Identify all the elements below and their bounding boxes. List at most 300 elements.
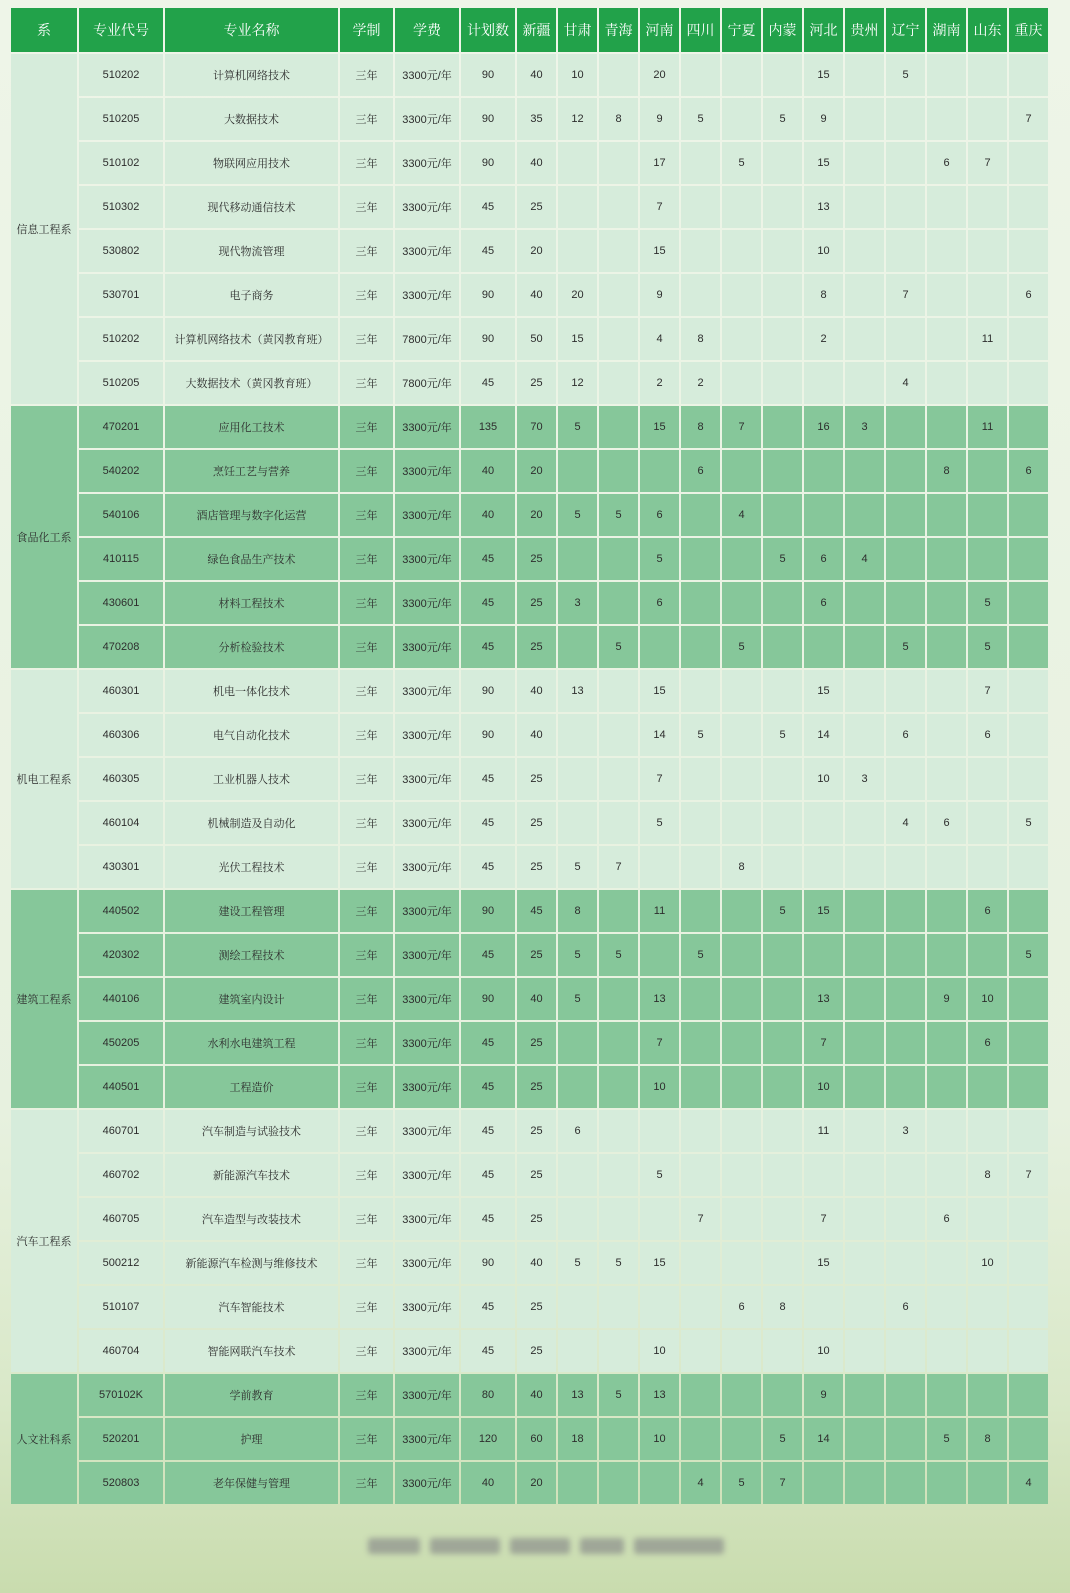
- cell-major: 物联网应用技术: [165, 142, 338, 184]
- table-row: [11, 494, 1048, 536]
- cell-plan: 90: [461, 54, 515, 96]
- cell-gz: [845, 450, 884, 492]
- cell-years: 三年: [340, 582, 393, 624]
- cell-ln: 4: [886, 802, 925, 844]
- cell-sd: [968, 362, 1007, 404]
- cell-xj: 40: [517, 1374, 556, 1416]
- cell-xj: 25: [517, 1022, 556, 1064]
- table-row: [11, 890, 1048, 932]
- cell-ln: [886, 406, 925, 448]
- cell-major: 机电一体化技术: [165, 670, 338, 712]
- cell-hb: [804, 1286, 843, 1328]
- cell-years: 三年: [340, 1418, 393, 1460]
- cell-nm: [763, 362, 802, 404]
- cell-hun: [927, 1110, 966, 1152]
- cell-ln: [886, 186, 925, 228]
- cell-ln: [886, 1374, 925, 1416]
- cell-nx: [722, 274, 761, 316]
- cell-nm: [763, 54, 802, 96]
- cell-hun: 5: [927, 1418, 966, 1460]
- cell-qh: [599, 318, 638, 360]
- cell-hb: 14: [804, 714, 843, 756]
- cell-gs: 5: [558, 934, 597, 976]
- column-header: 学制: [340, 8, 393, 52]
- cell-sd: [968, 846, 1007, 888]
- cell-plan: 40: [461, 1462, 515, 1504]
- cell-major: 工程造价: [165, 1066, 338, 1108]
- cell-years: 三年: [340, 1462, 393, 1504]
- cell-plan: 45: [461, 846, 515, 888]
- cell-nx: [722, 1418, 761, 1460]
- cell-hb: [804, 1462, 843, 1504]
- column-header: 重庆: [1009, 8, 1048, 52]
- table-row: [11, 1066, 1048, 1108]
- cell-major: 大数据技术（黄冈教育班）: [165, 362, 338, 404]
- cell-years: 三年: [340, 318, 393, 360]
- cell-years: 三年: [340, 538, 393, 580]
- cell-xj: 35: [517, 98, 556, 140]
- table-row: [11, 1198, 1048, 1240]
- table-row: [11, 1462, 1048, 1504]
- cell-gz: [845, 98, 884, 140]
- cell-fee: 3300元/年: [395, 890, 459, 932]
- cell-gz: [845, 626, 884, 668]
- cell-sd: [968, 98, 1007, 140]
- cell-nm: [763, 1110, 802, 1152]
- cell-major: 学前教育: [165, 1374, 338, 1416]
- cell-sd: 7: [968, 670, 1007, 712]
- cell-sc: 5: [681, 714, 720, 756]
- cell-fee: 3300元/年: [395, 54, 459, 96]
- cell-plan: 45: [461, 758, 515, 800]
- cell-xj: 25: [517, 1330, 556, 1372]
- cell-qh: 7: [599, 846, 638, 888]
- cell-sc: [681, 54, 720, 96]
- cell-code: 440502: [79, 890, 163, 932]
- cell-cq: [1009, 626, 1048, 668]
- cell-sd: 10: [968, 978, 1007, 1020]
- cell-years: 三年: [340, 978, 393, 1020]
- cell-fee: 3300元/年: [395, 274, 459, 316]
- table-row: [11, 1154, 1048, 1196]
- cell-sd: 8: [968, 1418, 1007, 1460]
- cell-cq: [1009, 318, 1048, 360]
- cell-cq: [1009, 230, 1048, 272]
- cell-nm: [763, 670, 802, 712]
- cell-gs: 5: [558, 494, 597, 536]
- cell-hun: [927, 98, 966, 140]
- cell-sd: [968, 802, 1007, 844]
- cell-nm: [763, 1374, 802, 1416]
- cell-hb: 6: [804, 582, 843, 624]
- cell-plan: 90: [461, 890, 515, 932]
- department-name: 信息工程系: [11, 54, 77, 404]
- cell-ln: 6: [886, 714, 925, 756]
- cell-hn: 15: [640, 1242, 679, 1284]
- cell-plan: 45: [461, 362, 515, 404]
- cell-hn: 15: [640, 670, 679, 712]
- cell-gz: [845, 1022, 884, 1064]
- cell-hun: [927, 1286, 966, 1328]
- cell-years: 三年: [340, 1022, 393, 1064]
- cell-qh: [599, 538, 638, 580]
- cell-nx: [722, 1066, 761, 1108]
- cell-ln: [886, 1022, 925, 1064]
- cell-ln: [886, 758, 925, 800]
- cell-gs: 12: [558, 98, 597, 140]
- cell-hun: [927, 538, 966, 580]
- cell-code: 460301: [79, 670, 163, 712]
- cell-sc: 7: [681, 1198, 720, 1240]
- cell-code: 460305: [79, 758, 163, 800]
- cell-nm: 5: [763, 98, 802, 140]
- cell-nm: 5: [763, 714, 802, 756]
- cell-cq: [1009, 670, 1048, 712]
- cell-hb: [804, 494, 843, 536]
- cell-xj: 20: [517, 450, 556, 492]
- cell-plan: 45: [461, 1110, 515, 1152]
- cell-qh: 5: [599, 494, 638, 536]
- cell-plan: 45: [461, 1154, 515, 1196]
- cell-sc: [681, 978, 720, 1020]
- cell-ln: [886, 142, 925, 184]
- cell-nx: [722, 538, 761, 580]
- cell-gs: 5: [558, 846, 597, 888]
- cell-major: 烹饪工艺与营养: [165, 450, 338, 492]
- cell-years: 三年: [340, 1286, 393, 1328]
- cell-cq: [1009, 1330, 1048, 1372]
- cell-qh: [599, 1110, 638, 1152]
- cell-sd: 10: [968, 1242, 1007, 1284]
- cell-fee: 3300元/年: [395, 98, 459, 140]
- cell-qh: [599, 1418, 638, 1460]
- cell-major: 护理: [165, 1418, 338, 1460]
- cell-code: 570102K: [79, 1374, 163, 1416]
- cell-fee: 3300元/年: [395, 1154, 459, 1196]
- cell-ln: 6: [886, 1286, 925, 1328]
- cell-fee: 3300元/年: [395, 670, 459, 712]
- cell-plan: 90: [461, 670, 515, 712]
- cell-gz: [845, 846, 884, 888]
- cell-gs: 5: [558, 1242, 597, 1284]
- cell-xj: 25: [517, 846, 556, 888]
- cell-plan: 90: [461, 1242, 515, 1284]
- cell-xj: 25: [517, 1286, 556, 1328]
- cell-hun: [927, 1154, 966, 1196]
- cell-gs: 3: [558, 582, 597, 624]
- cell-gs: [558, 1462, 597, 1504]
- cell-hun: 6: [927, 802, 966, 844]
- cell-hun: 6: [927, 142, 966, 184]
- header-row: [11, 8, 1048, 52]
- cell-gz: [845, 802, 884, 844]
- table-row: [11, 274, 1048, 316]
- cell-code: 520201: [79, 1418, 163, 1460]
- cell-hn: 13: [640, 978, 679, 1020]
- cell-gs: 15: [558, 318, 597, 360]
- table-row: [11, 1418, 1048, 1460]
- cell-fee: 3300元/年: [395, 142, 459, 184]
- cell-nx: 6: [722, 1286, 761, 1328]
- cell-hn: [640, 934, 679, 976]
- cell-nm: [763, 1022, 802, 1064]
- cell-sc: [681, 1066, 720, 1108]
- cell-hb: 15: [804, 890, 843, 932]
- cell-hb: 15: [804, 142, 843, 184]
- cell-hn: 15: [640, 406, 679, 448]
- cell-ln: [886, 890, 925, 932]
- cell-hb: 10: [804, 1330, 843, 1372]
- cell-nm: [763, 1198, 802, 1240]
- cell-qh: [599, 714, 638, 756]
- cell-nx: [722, 1374, 761, 1416]
- blurred-contact-number: [368, 1533, 758, 1559]
- cell-hn: 6: [640, 494, 679, 536]
- column-header: 计划数: [461, 8, 515, 52]
- cell-qh: [599, 978, 638, 1020]
- cell-nx: 5: [722, 626, 761, 668]
- cell-major: 智能网联汽车技术: [165, 1330, 338, 1372]
- cell-hn: 17: [640, 142, 679, 184]
- cell-hn: 10: [640, 1330, 679, 1372]
- cell-hb: 15: [804, 670, 843, 712]
- cell-qh: [599, 1154, 638, 1196]
- cell-gs: 5: [558, 978, 597, 1020]
- cell-hun: [927, 890, 966, 932]
- cell-plan: 120: [461, 1418, 515, 1460]
- cell-xj: 40: [517, 54, 556, 96]
- cell-sd: 6: [968, 1022, 1007, 1064]
- table-row: [11, 450, 1048, 492]
- cell-xj: 40: [517, 670, 556, 712]
- cell-sd: 7: [968, 142, 1007, 184]
- cell-gs: 13: [558, 1374, 597, 1416]
- cell-hb: [804, 802, 843, 844]
- cell-nm: [763, 1242, 802, 1284]
- cell-nx: [722, 362, 761, 404]
- cell-code: 460306: [79, 714, 163, 756]
- cell-hun: [927, 318, 966, 360]
- cell-fee: 3300元/年: [395, 1374, 459, 1416]
- cell-sd: [968, 494, 1007, 536]
- cell-hn: 6: [640, 582, 679, 624]
- cell-hb: 14: [804, 1418, 843, 1460]
- cell-hb: 7: [804, 1198, 843, 1240]
- cell-ln: 5: [886, 626, 925, 668]
- cell-hun: [927, 758, 966, 800]
- cell-years: 三年: [340, 1110, 393, 1152]
- cell-nm: [763, 934, 802, 976]
- cell-code: 430301: [79, 846, 163, 888]
- cell-hn: [640, 450, 679, 492]
- cell-cq: [1009, 142, 1048, 184]
- cell-sd: [968, 758, 1007, 800]
- cell-cq: [1009, 186, 1048, 228]
- cell-sc: [681, 1286, 720, 1328]
- cell-code: 450205: [79, 1022, 163, 1064]
- cell-ln: [886, 538, 925, 580]
- cell-hn: 5: [640, 1154, 679, 1196]
- cell-major: 汽车造型与改装技术: [165, 1198, 338, 1240]
- cell-hb: 13: [804, 978, 843, 1020]
- cell-xj: 25: [517, 1066, 556, 1108]
- cell-gz: [845, 318, 884, 360]
- cell-sd: [968, 230, 1007, 272]
- cell-nx: 5: [722, 1462, 761, 1504]
- cell-qh: [599, 1022, 638, 1064]
- cell-plan: 40: [461, 494, 515, 536]
- cell-cq: [1009, 538, 1048, 580]
- cell-sc: [681, 1154, 720, 1196]
- cell-plan: 90: [461, 714, 515, 756]
- cell-ln: [886, 582, 925, 624]
- cell-hun: 9: [927, 978, 966, 1020]
- cell-code: 540202: [79, 450, 163, 492]
- cell-ln: 7: [886, 274, 925, 316]
- cell-code: 460104: [79, 802, 163, 844]
- cell-fee: 3300元/年: [395, 582, 459, 624]
- cell-hb: 2: [804, 318, 843, 360]
- cell-hn: 9: [640, 98, 679, 140]
- cell-sd: [968, 1374, 1007, 1416]
- cell-code: 410115: [79, 538, 163, 580]
- cell-cq: [1009, 1374, 1048, 1416]
- cell-ln: [886, 846, 925, 888]
- cell-hun: [927, 1066, 966, 1108]
- cell-fee: 3300元/年: [395, 758, 459, 800]
- cell-code: 470208: [79, 626, 163, 668]
- cell-sc: [681, 186, 720, 228]
- cell-major: 汽车智能技术: [165, 1286, 338, 1328]
- cell-gz: 3: [845, 758, 884, 800]
- cell-sd: 6: [968, 890, 1007, 932]
- cell-hb: [804, 626, 843, 668]
- cell-nx: [722, 714, 761, 756]
- cell-nx: 8: [722, 846, 761, 888]
- cell-plan: 45: [461, 802, 515, 844]
- cell-hun: [927, 494, 966, 536]
- cell-gz: [845, 1286, 884, 1328]
- cell-nx: [722, 1022, 761, 1064]
- cell-qh: 5: [599, 626, 638, 668]
- department-group: [11, 890, 1048, 1108]
- cell-fee: 3300元/年: [395, 978, 459, 1020]
- cell-sc: [681, 890, 720, 932]
- cell-ln: [886, 1066, 925, 1108]
- cell-years: 三年: [340, 626, 393, 668]
- cell-major: 新能源汽车检测与维修技术: [165, 1242, 338, 1284]
- table-row: [11, 978, 1048, 1020]
- cell-gz: [845, 1374, 884, 1416]
- cell-gz: [845, 934, 884, 976]
- cell-cq: 5: [1009, 934, 1048, 976]
- column-header: 宁夏: [722, 8, 761, 52]
- cell-ln: [886, 1242, 925, 1284]
- cell-gz: [845, 1462, 884, 1504]
- cell-gs: [558, 1154, 597, 1196]
- cell-hb: 9: [804, 1374, 843, 1416]
- cell-hb: 10: [804, 230, 843, 272]
- cell-code: 440501: [79, 1066, 163, 1108]
- cell-sc: 5: [681, 98, 720, 140]
- cell-hb: [804, 450, 843, 492]
- cell-plan: 45: [461, 626, 515, 668]
- cell-cq: 4: [1009, 1462, 1048, 1504]
- cell-code: 540106: [79, 494, 163, 536]
- cell-hb: 13: [804, 186, 843, 228]
- cell-qh: 8: [599, 98, 638, 140]
- column-header: 甘肃: [558, 8, 597, 52]
- cell-major: 建筑室内设计: [165, 978, 338, 1020]
- cell-sc: [681, 846, 720, 888]
- cell-hb: [804, 1154, 843, 1196]
- cell-fee: 3300元/年: [395, 1022, 459, 1064]
- cell-gs: 18: [558, 1418, 597, 1460]
- cell-xj: 25: [517, 362, 556, 404]
- cell-fee: 3300元/年: [395, 846, 459, 888]
- cell-cq: [1009, 406, 1048, 448]
- table-row: [11, 670, 1048, 712]
- cell-major: 材料工程技术: [165, 582, 338, 624]
- cell-qh: [599, 54, 638, 96]
- cell-ln: [886, 98, 925, 140]
- cell-qh: [599, 230, 638, 272]
- cell-major: 分析检验技术: [165, 626, 338, 668]
- cell-gs: 5: [558, 406, 597, 448]
- table-row: [11, 934, 1048, 976]
- cell-sd: 11: [968, 318, 1007, 360]
- cell-sc: [681, 274, 720, 316]
- cell-hb: 6: [804, 538, 843, 580]
- cell-hun: [927, 1022, 966, 1064]
- cell-nm: 5: [763, 1418, 802, 1460]
- cell-nx: [722, 802, 761, 844]
- cell-nx: [722, 318, 761, 360]
- table-row: [11, 1330, 1048, 1372]
- cell-ln: [886, 978, 925, 1020]
- cell-qh: [599, 802, 638, 844]
- cell-sc: [681, 494, 720, 536]
- column-header: 湖南: [927, 8, 966, 52]
- cell-nx: [722, 1330, 761, 1372]
- cell-nx: [722, 1110, 761, 1152]
- department-group: [11, 1110, 1048, 1372]
- cell-nm: [763, 142, 802, 184]
- cell-gz: [845, 1418, 884, 1460]
- cell-ln: [886, 230, 925, 272]
- cell-nx: [722, 978, 761, 1020]
- cell-ln: [886, 1154, 925, 1196]
- cell-cq: [1009, 846, 1048, 888]
- cell-major: 大数据技术: [165, 98, 338, 140]
- table-row: [11, 1242, 1048, 1284]
- table-row: [11, 98, 1048, 140]
- cell-major: 酒店管理与数字化运营: [165, 494, 338, 536]
- cell-nm: [763, 318, 802, 360]
- cell-sd: [968, 1286, 1007, 1328]
- cell-ln: [886, 450, 925, 492]
- cell-xj: 25: [517, 1110, 556, 1152]
- cell-ln: [886, 318, 925, 360]
- enrollment-plan-table: [9, 6, 1050, 1506]
- table-row: [11, 1286, 1048, 1328]
- cell-gs: 6: [558, 1110, 597, 1152]
- column-header: 河北: [804, 8, 843, 52]
- cell-nm: 7: [763, 1462, 802, 1504]
- cell-gs: 13: [558, 670, 597, 712]
- cell-hn: [640, 1286, 679, 1328]
- cell-gs: [558, 1066, 597, 1108]
